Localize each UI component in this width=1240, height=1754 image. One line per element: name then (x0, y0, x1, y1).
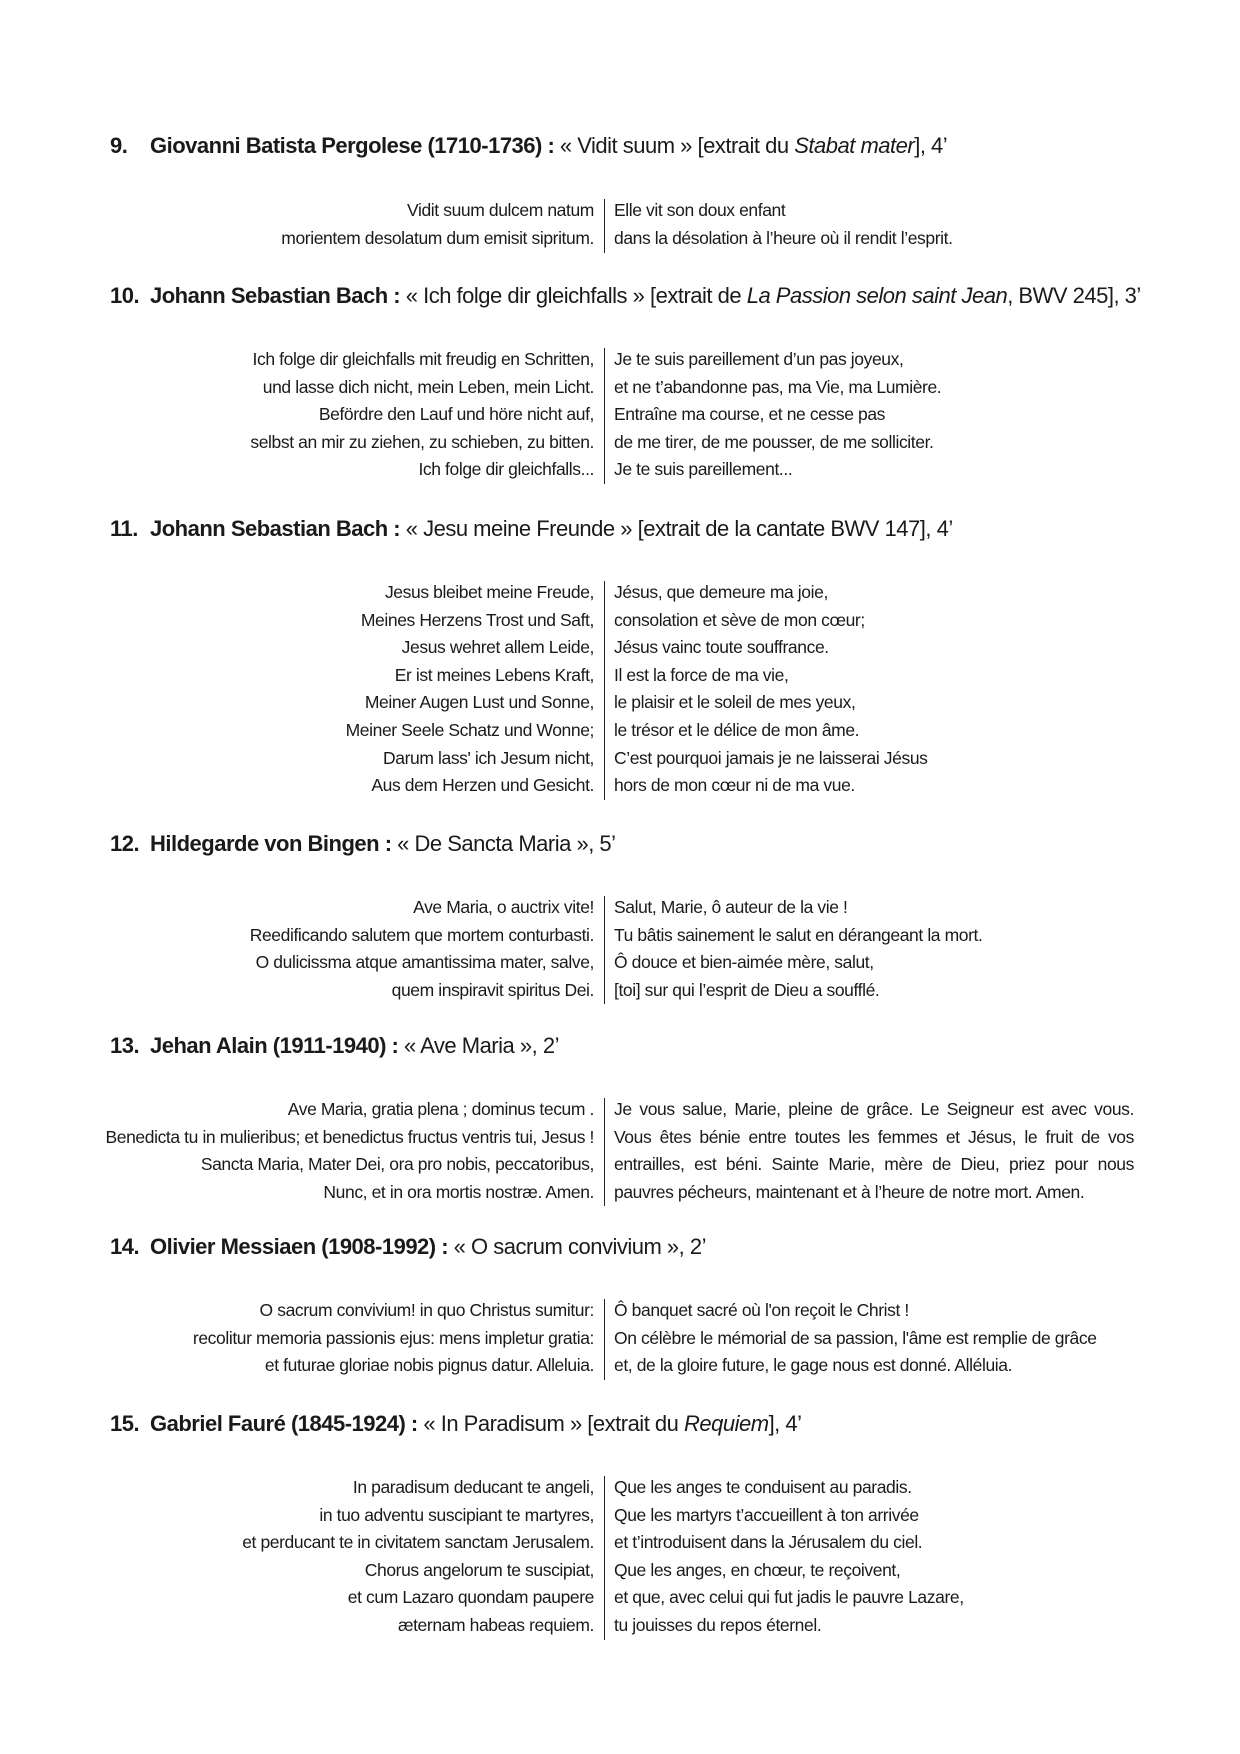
original-text (281, 197, 594, 252)
original-line: Jesus bleibet meine Freude, (384, 582, 594, 602)
section-heading (110, 283, 1141, 309)
original-line: morientem desolatum dum emisit sipritum. (281, 227, 594, 248)
translation-line: consolation et sève de mon cœur; (614, 609, 865, 630)
original-line: Ich folge dir gleichfalls... (418, 459, 594, 480)
composer-name: Olivier Messiaen (1908-1992) : (150, 1234, 449, 1259)
work-title-end: ], 4’ (914, 133, 948, 158)
original-line: Nunc, et in ora mortis nostræ. Amen. (323, 1181, 594, 1202)
original-line: selbst an mir zu ziehen, zu schieben, zu bitten. (250, 431, 594, 452)
work-title-end: , BWV 245], 3’ (1007, 283, 1141, 308)
translation-line: Jésus vainc toute souffrance. (614, 637, 829, 658)
translation-line: Que les martyrs t’accueillent à ton arrivée (614, 1504, 919, 1525)
original-line: Benedicta tu in mulieribus; et benedictus fructus ventris tui, Jesus ! (105, 1126, 594, 1147)
work-title-italic: La Passion selon saint Jean (746, 283, 1008, 308)
section-number: 10. (110, 283, 140, 308)
translation-line: Ô douce et bien-aimée mère, salut, (614, 952, 874, 973)
section-heading (110, 133, 947, 159)
translation-line: le plaisir et le soleil de mes yeux, (614, 692, 856, 713)
original-line: recolitur memoria passionis ejus: mens impletur gratia: (192, 1327, 594, 1348)
composer-name: Johann Sebastian Bach : (150, 283, 401, 308)
original-line: Sancta Maria, Mater Dei, ora pro nobis, peccatoribus, (200, 1154, 594, 1175)
original-line: Chorus angelorum te suscipiat, (364, 1559, 594, 1580)
column-divider (604, 1476, 605, 1640)
translation-line: et t’introduisent dans la Jérusalem du ciel. (614, 1532, 923, 1553)
work-title: « Ave Maria », 2’ (398, 1033, 559, 1058)
section-heading (110, 1234, 706, 1260)
translation-line: Je te suis pareillement... (614, 459, 793, 480)
translation-line: Il est la force de ma vie, (614, 664, 789, 685)
composer-name: Giovanni Batista Pergolese (1710-1736) : (150, 133, 555, 158)
work-title: « Jesu meine Freunde » [extrait de la cantate BWV 147], 4’ (400, 516, 953, 541)
work-title: « In Paradisum » [extrait du (417, 1411, 685, 1436)
original-line: O sacrum convivium! in quo Christus sumitur: (259, 1300, 594, 1320)
original-line: Jesus wehret allem Leide, (401, 637, 594, 658)
original-text (250, 894, 594, 1004)
original-line: æternam habeas requiem. (397, 1614, 594, 1635)
original-text (242, 1474, 594, 1640)
original-line: Meiner Seele Schatz und Wonne; (345, 719, 594, 740)
translation-line: Ô banquet sacré où l'on reçoit le Christ ! (614, 1300, 909, 1320)
translation-text (614, 894, 982, 1004)
original-text (193, 1297, 594, 1380)
translation-line: et que, avec celui qui fut jadis le pauvre Lazare, (614, 1587, 964, 1608)
composer-name: Johann Sebastian Bach : (150, 516, 401, 541)
section-heading (110, 1411, 802, 1437)
translation-line: Je te suis pareillement d’un pas joyeux, (614, 349, 904, 369)
translation-line: Tu bâtis sainement le salut en dérangeant la mort. (614, 924, 983, 945)
composer-name: Hildegarde von Bingen : (150, 831, 392, 856)
translation-line: et, de la gloire future, le gage nous est donné. Alléluia. (614, 1355, 1013, 1376)
original-text (105, 1096, 594, 1206)
translation-line: Salut, Marie, ô auteur de la vie ! (614, 897, 848, 917)
original-line: Vidit suum dulcem natum (407, 200, 594, 220)
composer-name: Jehan Alain (1911-1940) : (150, 1033, 399, 1058)
work-title-italic: Requiem (684, 1411, 769, 1436)
section-number: 14. (110, 1234, 140, 1259)
translation-line: de me tirer, de me pousser, de me solliciter. (614, 431, 934, 452)
translation-line: tu jouisses du repos éternel. (614, 1614, 822, 1635)
column-divider (604, 896, 605, 1004)
translation-line: Que les anges, en chœur, te reçoivent, (614, 1559, 901, 1580)
original-line: et cum Lazaro quondam paupere (347, 1587, 594, 1608)
section-number: 15. (110, 1411, 140, 1436)
column-divider (604, 199, 605, 253)
original-line: Darum lass' ich Jesum nicht, (383, 747, 594, 768)
translation-paragraph: Je vous salue, Marie, pleine de grâce. Le Seigneur est avec vous. Vous êtes bénie entre toutes les femmes et Jésus, le fruit de vos entrailles, est béni. Sainte Marie, mère de Dieu, priez pour nous pauvres pécheurs, maintenant et à l’heure de notre mort. Amen. (614, 1099, 1134, 1202)
original-line: Aus dem Herzen und Gesicht. (371, 775, 594, 796)
section-number: 13. (110, 1033, 140, 1058)
original-line: et futurae gloriae nobis pignus datur. Alleluia. (264, 1355, 594, 1376)
translation-line: et ne t’abandonne pas, ma Vie, ma Lumière. (614, 376, 942, 397)
original-line: Befördre den Lauf und höre nicht auf, (318, 404, 594, 425)
original-line: Ave Maria, gratia plena ; dominus tecum . (287, 1099, 594, 1119)
original-line: in tuo adventu suscipiant te martyres, (319, 1504, 594, 1525)
work-title: « O sacrum convivium », 2’ (448, 1234, 706, 1259)
column-divider (604, 348, 605, 484)
translation-text (614, 579, 928, 800)
translation-line: Jésus, que demeure ma joie, (614, 582, 828, 602)
translation-line: Entraîne ma course, et ne cesse pas (614, 404, 886, 425)
translation-line: C’est pourquoi jamais je ne laisserai Jésus (614, 747, 928, 768)
work-title: « Vidit suum » [extrait du (554, 133, 795, 158)
original-line: Ich folge dir gleichfalls mit freudig en Schritten, (252, 349, 594, 369)
translation-text (614, 1474, 964, 1640)
original-text (250, 346, 594, 484)
original-line: Reedificando salutem que mortem conturbasti. (249, 924, 594, 945)
original-line: Er ist meines Lebens Kraft, (394, 664, 594, 685)
section-heading (110, 1033, 559, 1059)
section-number: 9. (110, 133, 128, 158)
original-line: und lasse dich nicht, mein Leben, mein Licht. (262, 376, 594, 397)
work-title-end: ], 4’ (768, 1411, 802, 1436)
translation-line: Elle vit son doux enfant (614, 200, 786, 220)
column-divider (604, 1098, 605, 1206)
work-title: « De Sancta Maria », 5’ (391, 831, 616, 856)
original-line: Ave Maria, o auctrix vite! (413, 897, 594, 917)
translation-text (614, 346, 941, 484)
original-text (346, 579, 594, 800)
column-divider (604, 1299, 605, 1380)
work-title-italic: Stabat mater (794, 133, 915, 158)
original-line: quem inspiravit spiritus Dei. (391, 979, 594, 1000)
translation-line: [toi] sur qui l’esprit de Dieu a soufflé. (614, 979, 880, 1000)
section-heading (110, 831, 616, 857)
translation-line: On célèbre le mémorial de sa passion, l'âme est remplie de grâce (614, 1327, 1097, 1348)
original-line: O dulicissma atque amantissima mater, salve, (255, 952, 594, 973)
original-line: et perducant te in civitatem sanctam Jerusalem. (242, 1532, 594, 1553)
work-title: « Ich folge dir gleichfalls » [extrait de (400, 283, 747, 308)
original-line: Meiner Augen Lust und Sonne, (364, 692, 594, 713)
translation-text (614, 197, 953, 252)
column-divider (604, 581, 605, 800)
translation-line: hors de mon cœur ni de ma vue. (614, 775, 855, 796)
composer-name: Gabriel Fauré (1845-1924) : (150, 1411, 418, 1436)
translation-line: dans la désolation à l’heure où il rendit l’esprit. (614, 227, 953, 248)
original-line: Meines Herzens Trost und Saft, (360, 609, 594, 630)
translation-line: Que les anges te conduisent au paradis. (614, 1477, 912, 1497)
section-number: 11. (110, 516, 138, 541)
section-heading (110, 516, 953, 542)
translation-line: le trésor et le délice de mon âme. (614, 719, 860, 740)
translation-text (614, 1297, 1097, 1380)
original-line: In paradisum deducant te angeli, (352, 1477, 594, 1497)
section-number: 12. (110, 831, 140, 856)
